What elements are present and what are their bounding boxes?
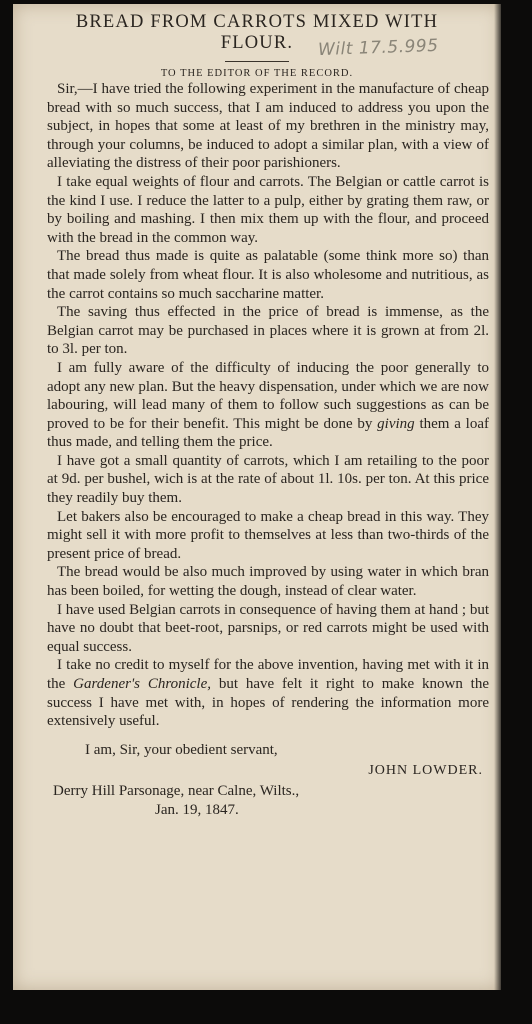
paragraph-1: Sir,—I have tried the following experiment in the manufacture of cheap bread with so much success, that I am induced to address you upon the subject, in hopes that some at least of my brethren in the ministry may, through your columns, be induced to adopt a similar plan, with a view of alleviating the distress of their poor parishioners. [47,81,489,172]
paragraph-10-text: I take no credit to myself for the above invention, having met with it in the [47,657,489,692]
paragraph-7: Let bakers also be encouraged to make a cheap bread in this way. They might sell it with more profit to themselves at less than two-thirds of the present price of bread. [47,508,489,562]
paragraph-2: I take equal weights of flour and carrots. The Belgian or cattle carrot is the kind I use. I reduce the latter to a pulp, either by grating them raw, or by boiling and mashing. I then mix them up with the flour, and proceed with the bread in the common way. [47,173,489,246]
paragraph-10 [47,656,489,730]
paragraph-5-text: I am fully aware of the difficulty of inducing the poor generally to adopt any new plan. But the heavy dispensation, under which we are now labouring, will lead many of them to follow such suggestions as can be proved to be for their benefit. This might be done by [47,359,489,432]
paragraph-5-emphasis: giving [377,415,415,432]
paragraph-9: I have used Belgian carrots in consequence of having them at hand ; but have no doubt that beet-root, parsnips, or red carrots might be used with equal success. [47,601,489,655]
paragraph-10-emphasis: Gardener's Chronicle, [73,676,212,692]
paragraph-5 [47,359,489,452]
headline-line-2: FLOUR. [220,33,294,53]
paragraph-8: The bread would be also much improved by using water in which bran has been boiled, for wetting the dough, instead of clear water. [47,564,489,600]
paragraph-6: I have got a small quantity of carrots, which I am retailing to the poor at 9d. per bushel, wich is at the rate of about 1l. 10s. per ton. At this price they readily buy them. [47,452,489,507]
headline-rule [225,61,289,62]
newspaper-clipping [13,4,501,990]
paragraph-3: The bread thus made is quite as palatable (some think more so) than that made solely from wheat flour. It is also wholesome and nutritious, as the carrot contains so much saccharine matter. [47,248,489,302]
paragraph-5-tail: them a loaf thus made, and telling them the price. [47,415,489,451]
paragraph-10-tail: but have felt it right to make known the success I have met with, in hopes of rendering the information more extensively useful. [47,676,490,730]
handwritten-annotation: Wilt 17.5.995 [317,35,439,61]
paragraph-4: The saving thus effected in the price of bread is immense, as the Belgian carrot may be purchased in places where it is grown at from 2l. to 3l. per ton. [47,304,489,358]
closing-line: I am, Sir, your obedient servant, [85,741,278,758]
signature: JOHN LOWDER. [368,763,483,779]
letter-date: Jan. 19, 1847. [155,801,239,818]
sender-address: Derry Hill Parsonage, near Calne, Wilts., [53,783,300,800]
headline-line-1: BREAD FROM CARROTS MIXED WITH [75,12,439,32]
letter-body [13,80,501,731]
addressee: TO THE EDITOR OF THE RECORD. [160,68,354,79]
